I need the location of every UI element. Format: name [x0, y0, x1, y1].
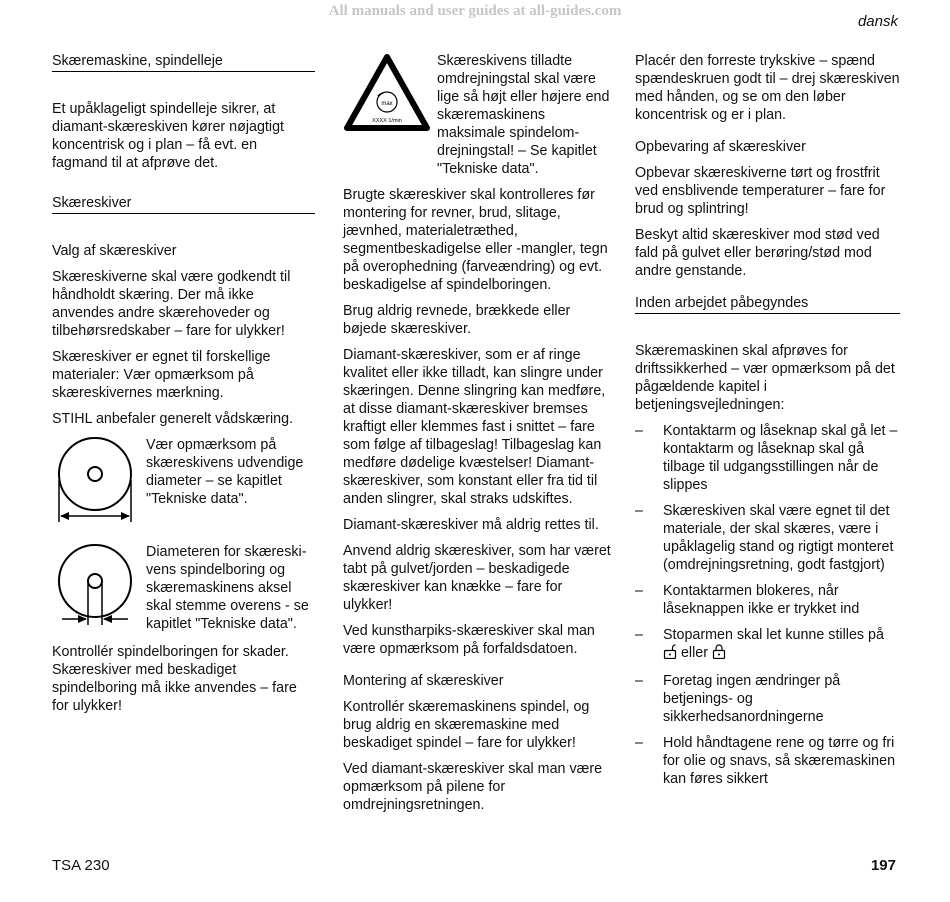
paragraph: Brug aldrig revnede, brækkede eller bøjede skæreskiver. — [343, 303, 571, 337]
list-item — [635, 582, 900, 618]
paragraph: Kontrollér skæremaskinens spindel, og brug aldrig en skæremaskine med beskadiget spindel – fare for ulykker! — [343, 699, 590, 751]
subheading-storage: Opbevaring af skæreskiver — [635, 139, 806, 155]
paragraph: Et upåklageligt spindelleje sikrer, at diamant-skæreskiven kører nøjagtigt koncentrisk og i plan – få evt. en fagmand til at afprøve det. — [52, 101, 285, 171]
list-item — [635, 626, 900, 664]
unlocked-padlock-icon — [663, 644, 677, 664]
warning-icon-label-max: max — [381, 101, 393, 107]
list-item-text-part: Stoparmen skal let kunne stilles på — [663, 627, 884, 643]
list-item — [635, 502, 900, 574]
dash-bullet: – — [635, 673, 643, 689]
figure-spindle-bore — [52, 543, 315, 633]
list-item-text: Hold håndtagene rene og tørre og fri for olie og snavs, så skæremaskinen kan føres sikkert — [663, 735, 896, 787]
heading-before-work: Inden arbejdet påbegyndes — [635, 294, 900, 314]
column-3 — [635, 52, 900, 796]
paragraph: Beskyt altid skæreskiver mod stød ved fald på gulvet eller berøring/stød mod andre genstande. — [635, 227, 880, 279]
paragraph: Brugte skæreskiver skal kontrolleres før montering for revner, brud, slitage, jævnhed, materialetræthed, segmentbeskadigelse eller -mangler, tegn på overophedning (farveændring) og evt. beskadigelse af spindelboringen. — [343, 187, 608, 293]
list-item — [635, 672, 900, 726]
list-item — [635, 734, 900, 788]
warning-triangle-icon — [343, 52, 437, 137]
page-number: 197 — [870, 857, 896, 874]
heading-spindle-bearing: Skæremaskine, spindelleje — [52, 52, 315, 72]
figure-caption: Vær opmærksom på skæreskivens udvendige diameter – se kapitlet "Tekniske data". — [146, 437, 304, 507]
list-item-text: Kontaktarm og låseknap skal gå let – kontaktarm og låseknap skal gå tilbage til udgangsstillingen når de slippes — [663, 423, 898, 493]
locked-padlock-icon — [712, 644, 726, 664]
dash-bullet: – — [635, 583, 643, 599]
warning-text: Skæreskivens tilladte omdrejningstal skal være lige så højt eller højere end skæremaskinens maksimale spindelom-drejningstal! – Se kapitlet "Tekniske data". — [437, 53, 610, 177]
paragraph: Diamant-skæreskiver, som er af ringe kvalitet eller ikke tilladt, kan slingre under skæringen. Denne slingring kan medføre, at disse diamant-skæreskiver bremses kraftigt eller klemmes fast i snittet – fare som følge af tilbageslag! Tilbageslag kan medføre dødelige kvæstelser! Diamant-skæreskiver, som konstant eller fra tid til anden slingrer, skal straks udskiftes. — [343, 347, 606, 507]
paragraph: Ved kunstharpiks-skæreskiver skal man være opmærksom på forfaldsdatoen. — [343, 623, 595, 657]
column-1 — [52, 52, 315, 723]
paragraph: Skæreskiverne skal være godkendt til håndholdt skæring. Der må ikke anvendes andre skærehoveder og tilbehørsredskaber – fare for ulykker! — [52, 269, 291, 339]
figure-outer-diameter — [52, 436, 315, 529]
paragraph: Placér den forreste trykskive – spænd spændeskruen godt til – drej skæreskiven med hånden, og se om den løber koncentrisk og er i plan. — [635, 53, 900, 123]
paragraph: Anvend aldrig skæreskiver, som har været tabt på gulvet/jorden – beskadigede skæreskiver kan knække – fare for ulykker! — [343, 543, 611, 613]
spindle-bore-icon — [52, 543, 146, 632]
list-item-text: Kontaktarmen blokeres, når låseknappen ikke er trykket ind — [663, 583, 860, 617]
subheading-choice-of-discs: Valg af skæreskiver — [52, 243, 177, 259]
paragraph: Kontrollér spindelboringen for skader. Skæreskiver med beskadiget spindelboring må ikke anvendes – fare for ulykker! — [52, 644, 297, 714]
dash-bullet: – — [635, 503, 643, 519]
watermark: All manuals and user guides at all-guides.com — [328, 3, 622, 19]
disc-diameter-icon — [52, 436, 146, 529]
dash-bullet: – — [635, 627, 643, 643]
paragraph: Diamant-skæreskiver må aldrig rettes til. — [343, 517, 599, 533]
list-item-text: Foretag ingen ændringer på betjenings- og sikkerhedsanordningerne — [663, 673, 841, 725]
footer-model: TSA 230 — [52, 857, 110, 874]
subheading-mounting: Montering af skæreskiver — [343, 673, 504, 689]
paragraph: STIHL anbefaler generelt vådskæring. — [52, 411, 294, 427]
paragraph: Skæreskiver er egnet til forskellige materialer: Vær opmærksom på skæreskivernes mærkning. — [52, 349, 271, 401]
figure-caption: Diameteren for skæreski-vens spindelboring og skæremaskinens aksel skal stemme overens - se kapitlet "Tekniske data". — [146, 544, 309, 632]
list-item — [635, 422, 900, 494]
list-item-text-part: eller — [680, 645, 709, 661]
dash-bullet: – — [635, 423, 643, 439]
list-item-text — [663, 626, 900, 664]
warning-max-speed — [343, 52, 611, 178]
heading-cutting-discs: Skæreskiver — [52, 194, 315, 214]
list-item-text: Skæreskiven skal være egnet til det materiale, der skal skæres, være i upåklagelig stand og rigtigt monteret (omdrejningsretning, godt fastgjort) — [663, 503, 894, 573]
paragraph: Ved diamant-skæreskiver skal man være opmærksom på pilene for omdrejningsretningen. — [343, 761, 603, 813]
paragraph: Skæremaskinen skal afprøves for driftssikkerhed – vær opmærksom på det pågældende kapitel i betjeningsvejledningen: — [635, 343, 895, 413]
language-label: dansk — [857, 13, 898, 30]
paragraph: Opbevar skæreskiverne tørt og frostfrit ved ensblivende temperaturer – fare for brud og splintring! — [635, 165, 886, 217]
column-2 — [343, 52, 611, 822]
dash-bullet: – — [635, 735, 643, 751]
warning-icon-label-speed: XXXX 1/min — [372, 118, 402, 124]
